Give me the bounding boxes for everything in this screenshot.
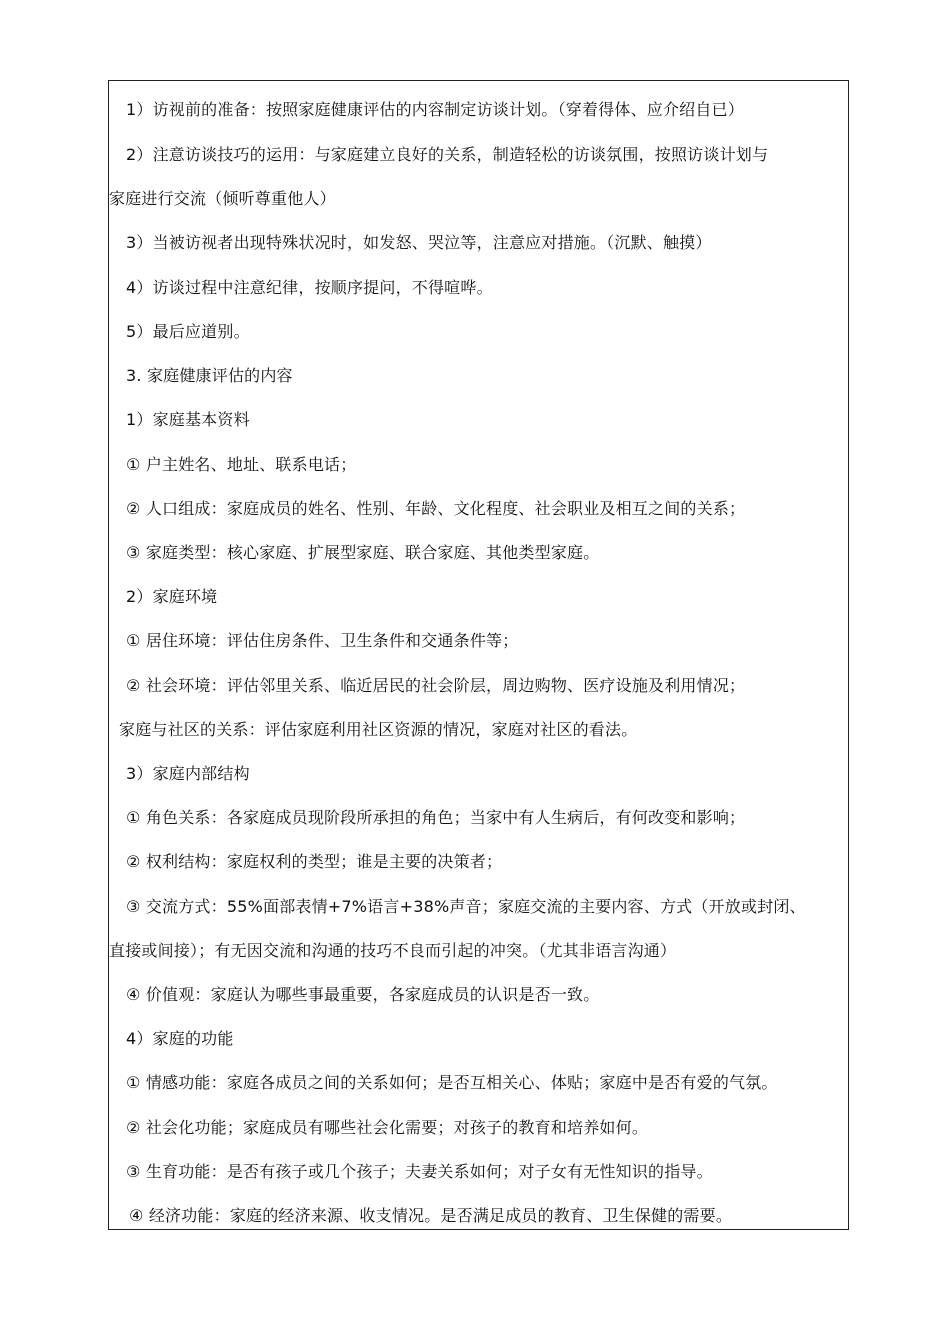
- list-item: ① 角色关系：各家庭成员现阶段所承担的角色；当家中有人生病后，有何改变和影响；: [126, 808, 746, 827]
- list-item: ④ 价值观：家庭认为哪些事最重要，各家庭成员的认识是否一致。: [126, 985, 600, 1004]
- text-line: 1）访视前的准备：按照家庭健康评估的内容制定访谈计划。（穿着得体、应介绍自已）: [126, 100, 744, 119]
- list-item: ① 户主姓名、地址、联系电话；: [126, 455, 357, 474]
- text-line: 5）最后应道别。: [126, 322, 250, 341]
- subsection-heading: 3）家庭内部结构: [126, 764, 250, 783]
- list-item: ② 权利结构：家庭权利的类型；谁是主要的决策者；: [126, 852, 503, 871]
- text-line: 家庭进行交流（倾听尊重他人）: [109, 189, 336, 208]
- text-line: 3）当被访视者出现特殊状况时，如发怒、哭泣等，注意应对措施。（沉默、触摸）: [126, 233, 712, 252]
- list-item: ① 情感功能：家庭各成员之间的关系如何；是否互相关心、体贴；家庭中是否有爱的气氛。: [126, 1073, 778, 1092]
- subsection-heading: 1）家庭基本资料: [126, 410, 250, 429]
- section-heading: 3. 家庭健康评估的内容: [126, 366, 293, 385]
- text-line: 2）注意访谈技巧的运用：与家庭建立良好的关系，制造轻松的访谈氛围，按照访谈计划与: [126, 145, 769, 164]
- content-table-cell: [108, 80, 849, 1230]
- list-item: ② 社会化功能；家庭成员有哪些社会化需要；对孩子的教育和培养如何。: [126, 1118, 649, 1137]
- text-line: 4）访谈过程中注意纪律，按顺序提问，不得喧哗。: [126, 278, 493, 297]
- list-item: ② 人口组成：家庭成员的姓名、性别、年龄、文化程度、社会职业及相互之间的关系；: [126, 499, 746, 518]
- list-item: ② 社会环境：评估邻里关系、临近居民的社会阶层，周边购物、医疗设施及利用情况；: [126, 676, 746, 695]
- list-item: ③ 家庭类型：核心家庭、扩展型家庭、联合家庭、其他类型家庭。: [126, 543, 600, 562]
- subsection-heading: 2）家庭环境: [126, 587, 218, 606]
- list-item: ① 居住环境：评估住房条件、卫生条件和交通条件等；: [126, 631, 519, 650]
- text-line: 直接或间接）；有无因交流和沟通的技巧不良而引起的冲突。（尤其非语言沟通）: [109, 941, 677, 960]
- list-item: ③ 生育功能：是否有孩子或几个孩子；夫妻关系如何；对子女有无性知识的指导。: [126, 1162, 713, 1181]
- list-item: ④ 经济功能：家庭的经济来源、收支情况。是否满足成员的教育、卫生保健的需要。: [129, 1206, 733, 1225]
- list-item: ③ 交流方式：55%面部表情+7%语言+38%声音；家庭交流的主要内容、方式（开放或封闭、: [126, 897, 806, 916]
- text-line: 家庭与社区的关系：评估家庭利用社区资源的情况，家庭对社区的看法。: [119, 720, 638, 739]
- subsection-heading: 4）家庭的功能: [126, 1029, 234, 1048]
